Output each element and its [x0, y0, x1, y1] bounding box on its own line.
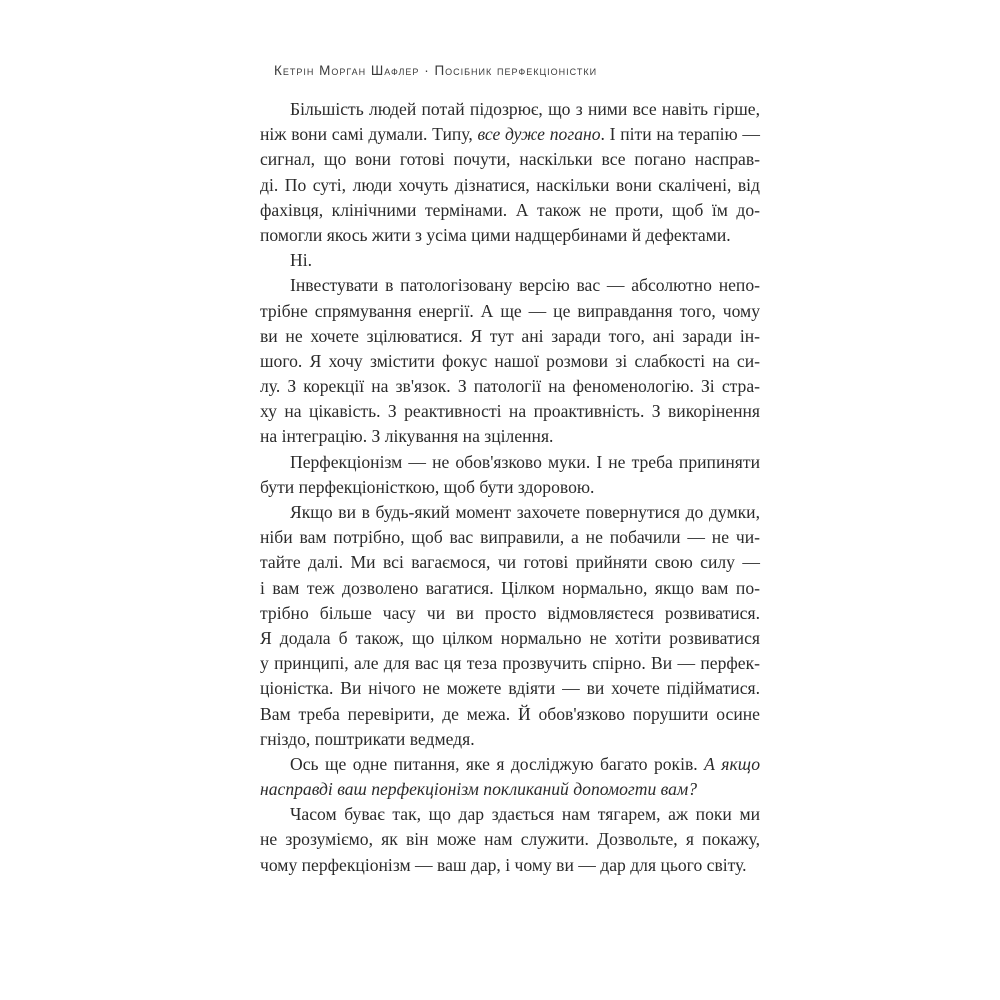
text-run: і вам теж дозволено вагатися. Цілком нормально, якщо вам по-	[260, 577, 760, 598]
text-line	[260, 702, 760, 727]
text-run: шого. Я хочу змістити фокус нашої розмови зі слабкості на си-	[260, 350, 760, 371]
header-book-title: Посібник перфекціоністки	[434, 63, 598, 78]
text-line	[260, 853, 760, 878]
italic-text: А якщо	[704, 753, 760, 774]
text-line	[260, 223, 760, 248]
text-run: Ні.	[290, 250, 312, 271]
text-line	[260, 802, 760, 827]
text-run: ціоністка. Ви нічого не можете вдіяти — ви хочете підійматися.	[260, 678, 760, 699]
text-line	[260, 752, 760, 777]
text-line	[260, 424, 760, 449]
text-run: ніж вони самі думали. Типу,	[260, 124, 478, 145]
text-run: трібно більше часу чи ви просто відмовляєтеся розвиватися.	[260, 602, 760, 623]
text-line	[260, 676, 760, 701]
text-line	[260, 97, 760, 122]
text-line	[260, 450, 760, 475]
paragraph-p2	[260, 248, 760, 273]
text-run: трібне спрямування енергії. А ще — це виправдання того, чому	[260, 300, 760, 321]
paragraph-p5	[260, 500, 760, 752]
text-run: ніби вам потрібно, щоб вас виправили, а не побачили — не чи-	[260, 527, 760, 548]
text-line	[260, 576, 760, 601]
text-run: Ось ще одне питання, яке я досліджую багато років.	[290, 753, 705, 774]
text-line	[260, 601, 760, 626]
paragraph-p4	[260, 450, 760, 500]
text-run: Інвестувати в патологізовану версію вас — абсолютно непо-	[290, 275, 760, 296]
paragraph-p3	[260, 273, 760, 449]
text-line	[260, 198, 760, 223]
text-line	[260, 550, 760, 575]
text-line	[260, 349, 760, 374]
text-run: сигнал, що вони готові почути, наскільки все погано насправ-	[260, 149, 760, 170]
text-run: ви не хочете зцілюватися. Я тут ані заради того, ані заради ін-	[260, 325, 760, 346]
text-line	[260, 173, 760, 198]
text-run: помогли якось жити з усіма цими надщербинами й дефектами.	[260, 224, 731, 245]
text-run: Часом буває так, що дар здається нам тягарем, аж поки ми	[290, 804, 760, 825]
text-run: ді. По суті, люди хочуть дізнатися, наскільки вони скалічені, від	[260, 174, 760, 195]
paragraph-p1	[260, 97, 760, 248]
text-run: лу. З корекції на зв'язок. З патології на феноменологію. Зі стра-	[260, 376, 760, 397]
text-line	[260, 147, 760, 172]
text-run: Перфекціонізм — не обов'язково муки. І не треба припиняти	[290, 451, 760, 472]
header-author: Кетрін Морган Шафлер	[274, 63, 420, 78]
text-line	[260, 399, 760, 424]
italic-text: все дуже погано	[477, 124, 601, 145]
text-line	[260, 475, 760, 500]
paragraph-p6	[260, 752, 760, 802]
text-line	[260, 374, 760, 399]
italic-text: насправді ваш перфекціонізм покликаний допомогти вам?	[260, 779, 697, 800]
text-line	[260, 525, 760, 550]
text-run: на інтеграцію. З лікування на зцілення.	[260, 426, 554, 447]
text-line	[260, 651, 760, 676]
paragraph-p7	[260, 802, 760, 878]
text-run: Вам треба перевірити, де межа. Й обов'язково порушити осине	[260, 703, 760, 724]
text-run: бути перфекціоністкою, щоб бути здоровою.	[260, 476, 595, 497]
text-run: тайте далі. Ми всі вагаємося, чи готові прийняти свою силу —	[260, 552, 760, 573]
text-line	[260, 324, 760, 349]
text-line	[260, 122, 760, 147]
text-line	[260, 727, 760, 752]
text-run: не зрозуміємо, як він може нам служити. Дозвольте, я покажу,	[260, 829, 760, 850]
text-run: Я додала б також, що цілком нормально не хотіти розвиватися	[260, 627, 760, 648]
text-line	[260, 626, 760, 651]
text-line	[260, 827, 760, 852]
text-line	[260, 777, 760, 802]
text-run: ху на цікавість. З реактивності на проактивність. З викорінення	[260, 401, 760, 422]
text-run: чому перфекціонізм — ваш дар, і чому ви — дар для цього світу.	[260, 854, 747, 875]
running-header	[274, 63, 764, 78]
text-run: у принципі, але для вас ця теза прозвучить спірно. Ви — перфек-	[260, 653, 760, 674]
text-line	[260, 299, 760, 324]
header-separator: ·	[419, 63, 435, 78]
text-run: гніздо, поштрикати ведмедя.	[260, 728, 475, 749]
text-line	[260, 500, 760, 525]
text-run: фахівця, клінічними термінами. А також не проти, щоб їм до-	[260, 199, 760, 220]
text-run: . І піти на терапію —	[600, 124, 761, 145]
body-text	[260, 97, 760, 878]
text-line	[260, 273, 760, 298]
text-run: Якщо ви в будь-який момент захочете повернутися до думки,	[290, 502, 760, 522]
text-line	[260, 248, 760, 273]
text-run: Більшість людей потай підозрює, що з ними все навіть гірше,	[290, 99, 760, 119]
